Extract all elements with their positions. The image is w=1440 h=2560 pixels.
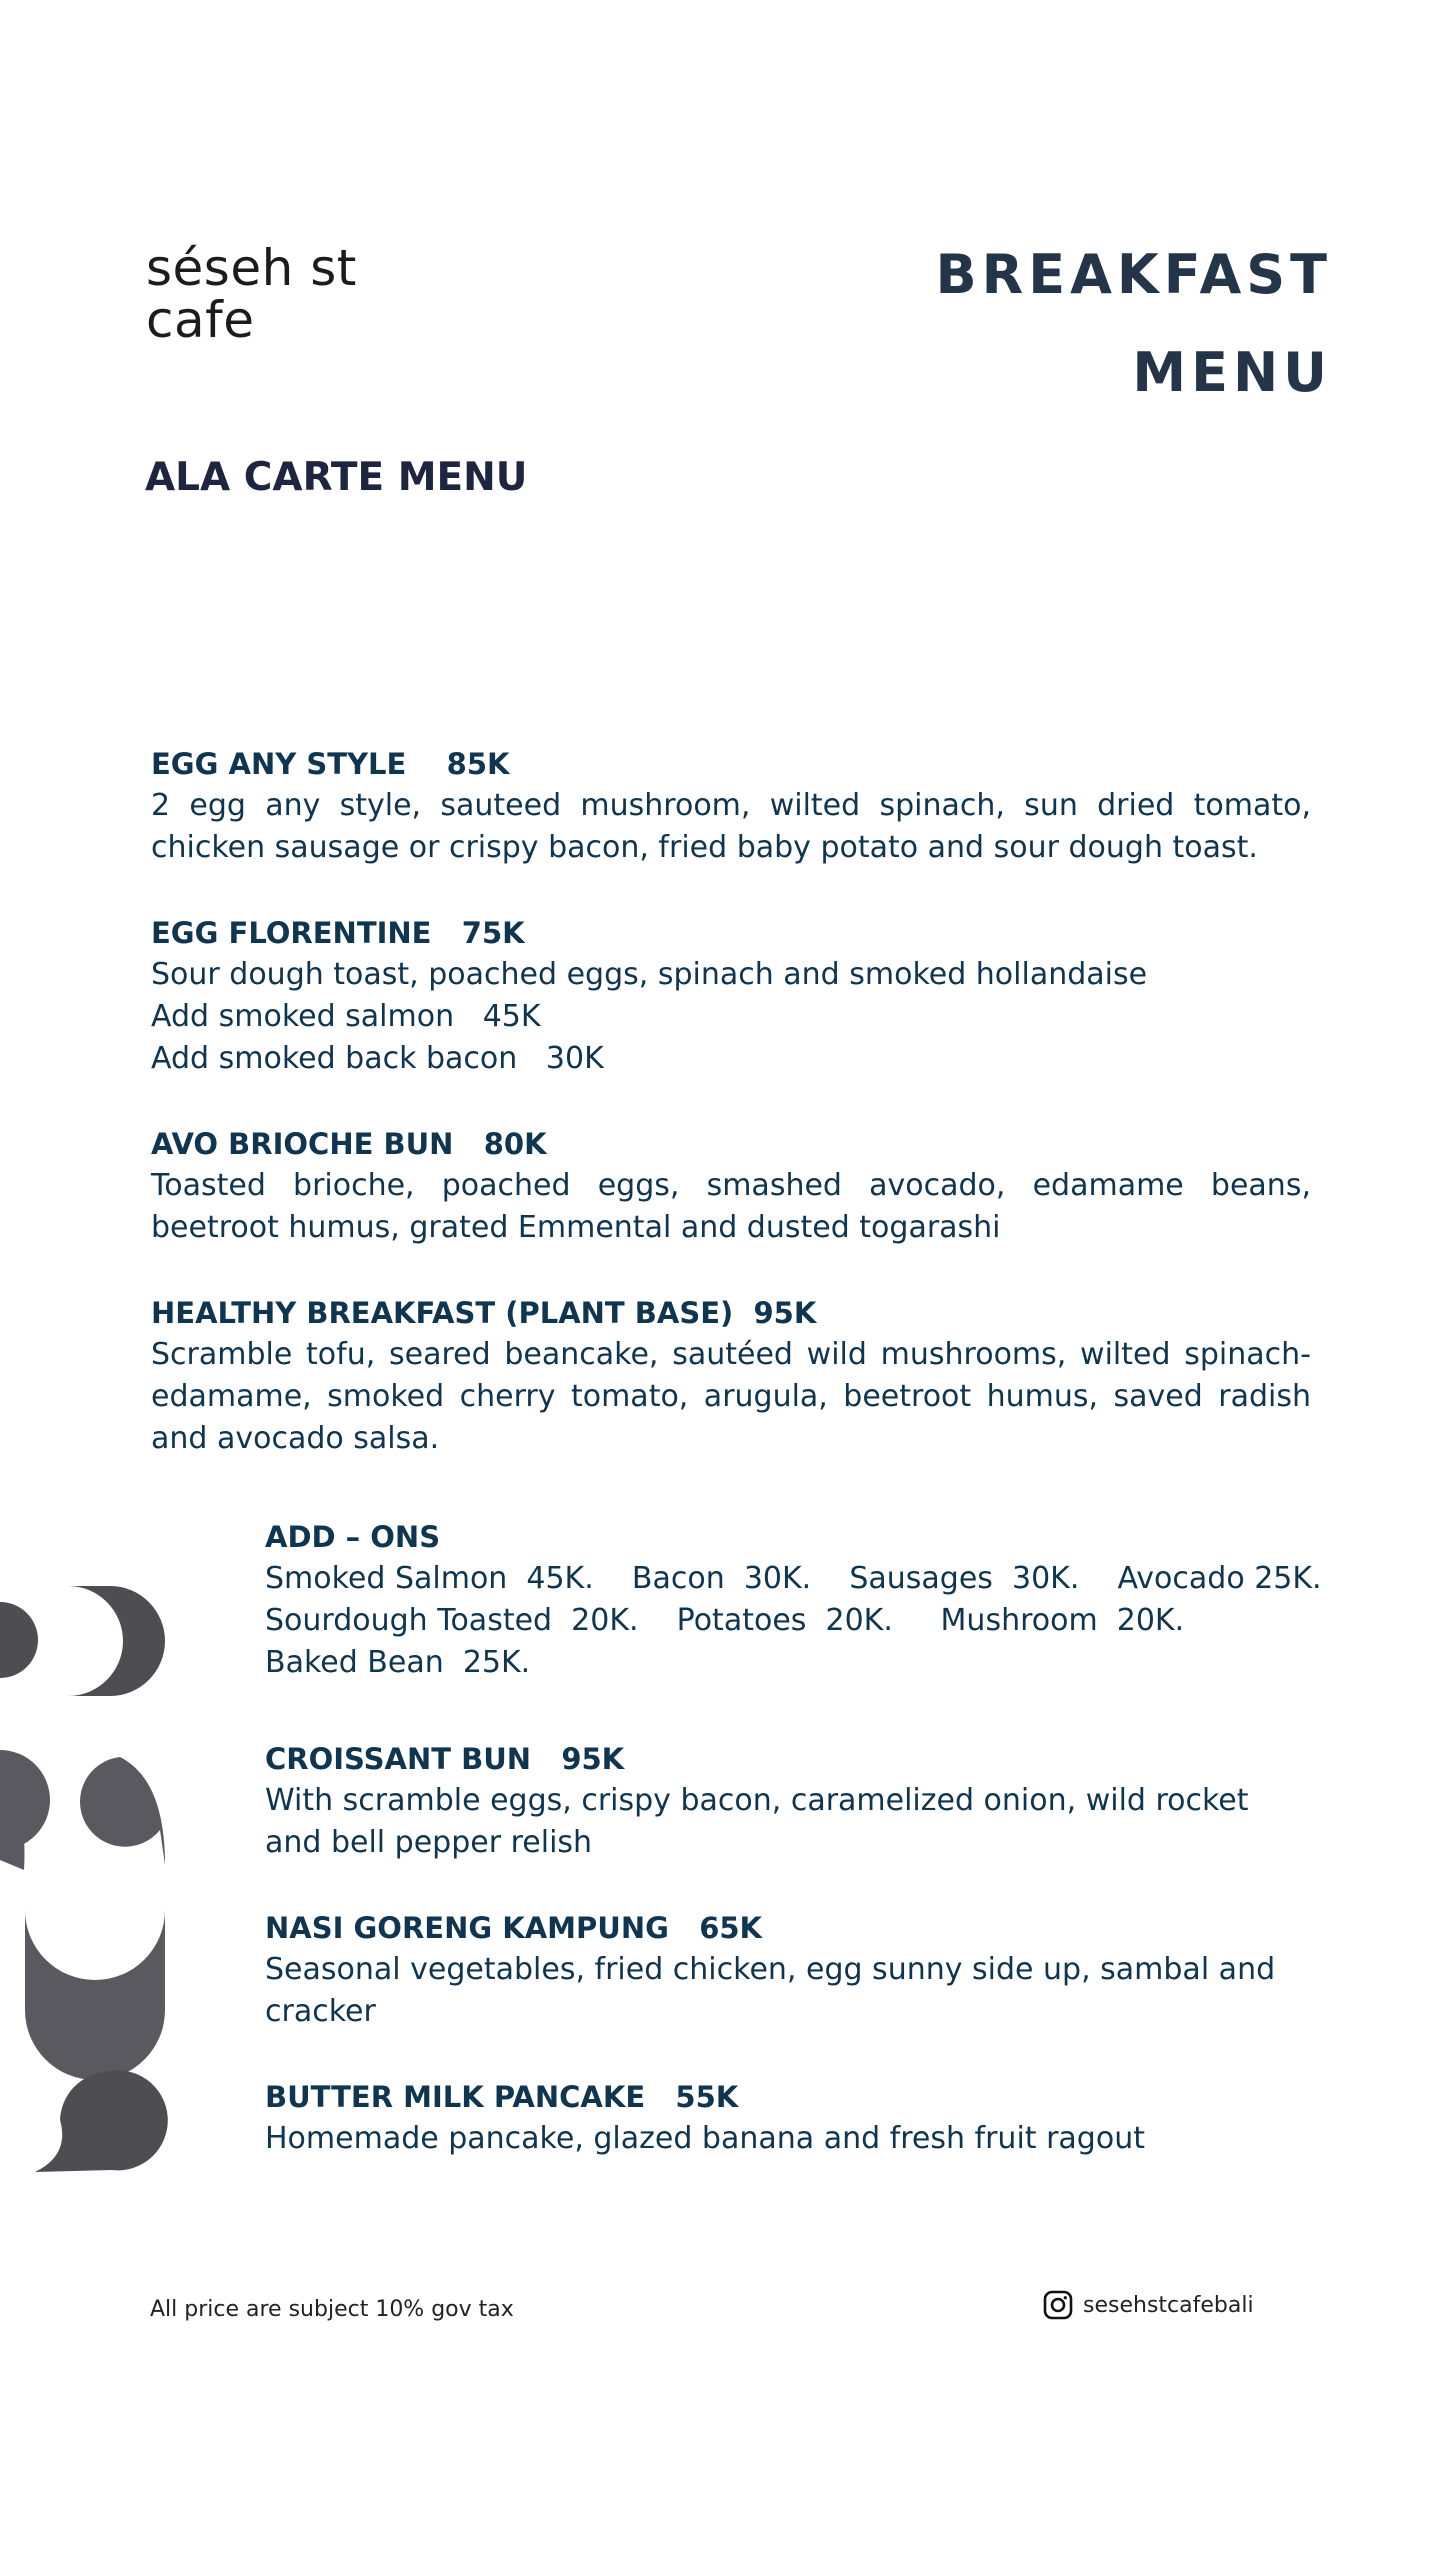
menu-title-line-2: MENU: [1132, 341, 1332, 404]
item-description: Homemade pancake, glazed banana and fresh fruit ragout: [265, 2121, 1145, 2156]
item-description: Scramble tofu, seared beancake, sautéed wild mushrooms, wilted spinach-edamame, smoked cherry tomato, arugula, beetroot humus, saved radish and avocado salsa.: [151, 1337, 1311, 1456]
add-ons-line: Baked Bean 25K.: [265, 1645, 531, 1680]
add-ons-line: Smoked Salmon 45K. Bacon 30K. Sausages 30K. Avocado 25K.: [265, 1561, 1322, 1596]
deco-half-disc: [68, 1586, 165, 1696]
item-description: Seasonal vegetables, fried chicken, egg sunny side up, sambal and cracker: [265, 1952, 1276, 2029]
tax-note: All price are subject 10% gov tax: [150, 2297, 514, 2322]
logo-line-1: séseh st: [146, 239, 357, 297]
cafe-logo: [146, 239, 357, 349]
deco-speech-bubble: [35, 2070, 168, 2172]
add-ons-section: [265, 1516, 1322, 1684]
menu-item-nasi-goreng-kampung: [265, 1907, 1311, 2033]
deco-circle-tail: [80, 1757, 165, 1865]
item-addon-line: Add smoked back bacon 30K: [151, 1041, 604, 1076]
item-description: Toasted brioche, poached eggs, smashed avocado, edamame beans, beetroot humus, grated Emmental and dusted togarashi: [151, 1168, 1311, 1245]
decorative-shapes: [0, 1560, 180, 2200]
menu-item-egg-any-style: [151, 743, 1311, 869]
menu-item-butter-milk-pancake: [265, 2076, 1311, 2160]
menu-item-croissant-bun: [265, 1738, 1311, 1864]
item-addon-line: Add smoked salmon 45K: [151, 999, 541, 1034]
menu-title-line-1: BREAKFAST: [935, 243, 1332, 306]
item-heading: HEALTHY BREAKFAST (PLANT BASE) 95K: [151, 1296, 817, 1330]
add-ons-heading: ADD – ONS: [265, 1520, 441, 1554]
menu-item-egg-florentine: [151, 912, 1311, 1080]
deco-circle-top-left: [0, 1602, 38, 1678]
add-ons-line: Sourdough Toasted 20K. Potatoes 20K. Mushroom 20K.: [265, 1603, 1185, 1638]
social-handle-text[interactable]: sesehstcafebali: [1083, 2292, 1254, 2318]
item-description: With scramble eggs, crispy bacon, caramelized onion, wild rocket and bell pepper relish: [265, 1783, 1249, 1860]
logo-line-2: cafe: [146, 291, 255, 349]
menu-item-avo-brioche-bun: [151, 1123, 1311, 1249]
item-heading: AVO BRIOCHE BUN 80K: [151, 1127, 547, 1161]
item-description: Sour dough toast, poached eggs, spinach and smoked hollandaise: [151, 957, 1148, 992]
item-heading: BUTTER MILK PANCAKE 55K: [265, 2080, 739, 2114]
section-title: ALA CARTE MENU: [145, 455, 528, 500]
item-description: 2 egg any style, sauteed mushroom, wilted spinach, sun dried tomato, chicken sausage or crispy bacon, fried baby potato and sour dough toast.: [151, 788, 1311, 865]
menu-item-healthy-breakfast: [151, 1292, 1311, 1460]
item-heading: EGG ANY STYLE 85K: [151, 747, 510, 781]
deco-u-shape: [25, 1910, 165, 2080]
menu-title: [936, 226, 1332, 422]
instagram-icon: [1043, 2290, 1073, 2320]
social-handle[interactable]: [1043, 2290, 1254, 2320]
item-heading: NASI GORENG KAMPUNG 65K: [265, 1911, 763, 1945]
item-heading: CROISSANT BUN 95K: [265, 1742, 625, 1776]
item-heading: EGG FLORENTINE 75K: [151, 916, 525, 950]
